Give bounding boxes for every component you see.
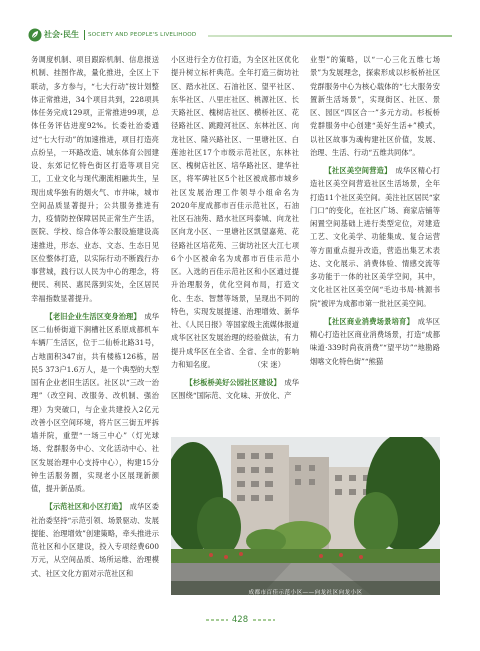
paragraph-text: 成华区精心打造社区商业消费场景，打造“成都味道·339时尚夜消费”“望平坊”“地勘路烟喀文化特色街”“熊猫 (310, 316, 441, 366)
paragraph-text: 成华区二仙桥街道下涧槽社区系原成都机车车辆厂生活区，位于二仙桥北路31号，占地面积347亩，共有楼栋126栋，居民5 373户1.6万人，是一个典型的大型国有企业老旧生活区。社区以“三改一治理”（改空间、改服务、改机制、强治理）为突破口，与企业共建投入2亿元改善小区空间环境，将片区三街五坪拆墙并院，重塑“一场三中心”（灯光球场、党群服务中心、文化活动中心、社区发展治理中心支持中心），构建15分钟生活服务圈，实现老小区展现新颜值，提升新品质。 (31, 311, 159, 493)
text-column-middle (171, 53, 299, 403)
author-credit: （宋 迷） (253, 359, 285, 369)
paragraph: 业型”的策略，以“一心三化五维七场景”为发展理念，探索形成以杉板桥社区党群服务中心为核心载体的“七大服务安置新生活场景”，实现街区、社区、景区、园区“四区合一”多元方动。杉板桥党群服务中心创建“美好生活+”模式，以社区故事为魂构建社区价值，发展、治理、生活、行动“五维共同体”。 (310, 55, 440, 157)
paragraph (310, 315, 440, 368)
header-rule (208, 35, 452, 37)
paragraph (171, 376, 299, 403)
page-footer (0, 612, 480, 628)
subheading: 【示范社区和小区打造】 (45, 502, 123, 512)
subheading: 【老旧企业生活区变身治理】 (45, 311, 138, 321)
paragraph: 务调度机制、项目跟踪机制、信息报送机制、挂图作战，量化推进，全区上下联动，多方参与，“七大行动”按计划整体正常推进，34个项目共到，228项具体任务完成129项，正常推进99项，总体任务评估进度92%。长委社治委通过“七大行动”的加速推进，项目打造亮点纷呈，一环路改造、城东体育公园建设、东郊记忆特色街区打造等项目完工，工业文化与现代潮流相融共生，呈现出成华独有的烟火气、市井味，城市空间品质显著提升；公共服务推进有力，疫情防控保障居民正常生产生活，医院、学校、综合体等公服设施建设高速推进，形态、业态、文态、生态日见区位整体打造，以实际行动不断践行办事营城，践行以人民为中心的理念，将便民、利民、惠民落到实处，全区居民幸福指数显著提升。 (31, 55, 159, 303)
text-column-left (31, 53, 159, 580)
subheading: 【社区商业消费场景培育】 (324, 316, 411, 326)
paragraph (310, 164, 440, 310)
community-photo-image (171, 437, 440, 595)
leaf-logo-icon (28, 28, 42, 42)
paragraph-text: 成华区精心打造社区美空间营造社区生活场景，全年打造11个社区美空间。美注社区居民“家门口”的变化，在社区广场、商家店铺等闲置空间基础上进行类型定位，对建造工艺、文化美学、功能集成、复合运营等方面重点提升改造，营造出集艺术表达、文化展示、消费体验、情感交流等多功能于一体的社区美学空间，其中，文化社区社区美空间“毛边书局·桃源书院”被评为成都市第一批社区美空间。 (310, 166, 441, 308)
footer-dots (253, 619, 275, 621)
page-number: 428 (231, 615, 249, 625)
page-header (0, 0, 480, 44)
paragraph-text: 成华区围绕“国际范、文化味、开放化、产 (171, 378, 299, 401)
text-column-right (310, 53, 440, 368)
section-title-english: SOCIETY AND PEOPLE'S LIVELIHOOD (88, 32, 197, 38)
paragraph (31, 500, 159, 580)
subheading: 【社区美空间营造】 (324, 166, 388, 175)
paragraph (171, 53, 299, 371)
subheading: 【杉板桥美好公园社区建设】 (185, 378, 278, 387)
paragraph-text: 小区进行全方位打造，为全区社区优化提升树立标杆典范。全年打造三街坊社区、踏水社区、石油社区、望平社区、东华社区、八里庄社区、桃源社区、长天路社区、槐树店社区、横桥社区、花径路社区、跳蹬河社区、东林社区、向龙社区、隆兴路社区、一里塘社区、白莲池社区17个市级示范社区，东林社区、槐树店社区、培华路社区、建华社区，将军碑社区5个社区被成都市城乡社区发展治理工作领导小组命名为2020年度成都市百佳示范社区，石油社区石油苑、踏水社区玛泰城、向龙社区向龙小区、一里塘社区凯望嘉苑、花径路社区培花苑、三街坊社区大江七项6个小区被命名为成都市百佳示范小区。入选的百佳示范社区和小区通过提升治理服务，优化空间布局，打造文化、生态、智慧等场景，呈现出不同的特色，实现发展提速、治理增效、新华社、《人民日报》等国家级主流媒体报道成华区社区发展治理的经验做法，有力提升成华区在全省、全省、全市的影响力和知名度。 (171, 55, 299, 369)
photo-caption: 成都市百佳示范小区——向龙社区向龙小区 (248, 590, 363, 596)
paragraph-text: 成华区委社治委坚持“示范引领、场景驱动、发展提能、治理增效”创建策略，牵头推进示范社区和小区建设，投入专项经费600万元，从空间品质、场所运维、治理模式、社区文化方面对示范社区和 (31, 502, 159, 578)
header-divider (84, 30, 85, 40)
community-photo (171, 437, 440, 595)
section-title: 社会·民生 (44, 30, 80, 39)
paragraph (31, 310, 159, 496)
